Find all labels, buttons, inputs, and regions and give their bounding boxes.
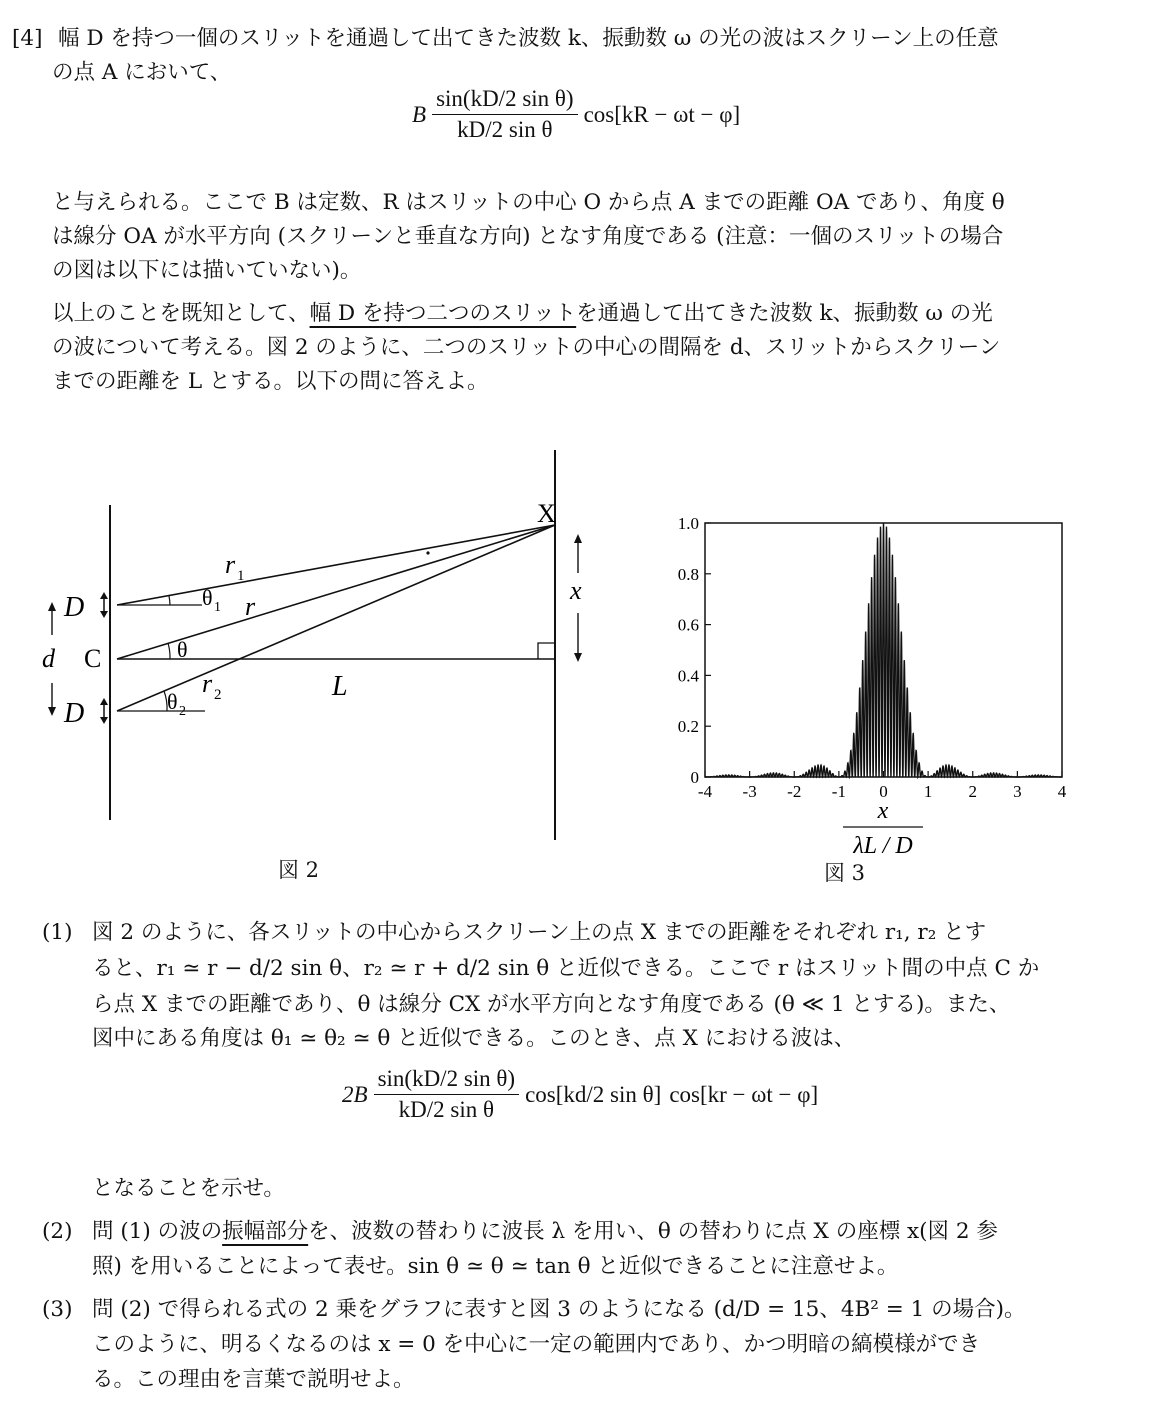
q2-line-2: 照) を用いることによって表せ。sin θ ≃ θ ≃ tan θ と近似できることに注意せよ。 <box>92 1254 899 1279</box>
label-r2: r <box>202 669 213 698</box>
y-tick-label: 1.0 <box>677 514 699 533</box>
eq2-fraction <box>374 1066 520 1123</box>
q3-line-2: このように、明るくなるのは x = 0 を中心に一定の範囲内であり、かつ明暗の縞模様ができ <box>92 1332 981 1357</box>
eq2-middle: cos[kd/2 sin θ] <box>525 1081 662 1107</box>
intro-line-2: の点 A において、 <box>52 60 232 85</box>
eq2-denominator: kD/2 sin θ <box>398 1097 494 1122</box>
label-x: x <box>570 576 582 605</box>
label-C: C <box>84 644 102 673</box>
x-tick-label: 0 <box>879 782 888 801</box>
label-theta2: θ <box>167 689 178 714</box>
eq2-suffix: cos[kr − ωt − φ] <box>669 1081 819 1107</box>
q3-number: (3) <box>42 1297 73 1322</box>
eq2-prefix: 2B <box>342 1081 368 1107</box>
label-r1-sub: 1 <box>237 568 245 584</box>
figure-2-caption: 図 2 <box>278 858 320 882</box>
label-r: r <box>245 592 256 621</box>
equation-1 <box>412 86 740 143</box>
label-theta1: θ <box>202 585 213 610</box>
figure-3-chart <box>660 505 1090 865</box>
y-tick-label: 0.4 <box>677 666 699 686</box>
para2-text-b: を通過して出てきた波数 k、振動数 ω の光 <box>576 301 993 326</box>
figure-3-caption: 図 3 <box>824 861 866 885</box>
eq1-fraction <box>432 86 578 143</box>
eq2-numerator: sin(kD/2 sin θ) <box>374 1066 520 1095</box>
para2-text-a: 以上のことを既知として、 <box>52 301 310 326</box>
y-axis-ticks <box>678 514 711 787</box>
para1-line-1: と与えられる。ここで B は定数、R はスリットの中心 O から点 A までの距離 OA であり、角度 θ <box>52 190 1005 215</box>
q3-line-3: る。この理由を言葉で説明せよ。 <box>92 1367 415 1392</box>
y-tick-label: 0.2 <box>677 717 699 737</box>
y-tick-label: 0.6 <box>677 615 699 635</box>
para2-underlined: 幅 D を持つ二つのスリット <box>309 301 577 326</box>
problem-number: [4] <box>12 26 43 51</box>
x-tick-label: 1 <box>923 782 933 801</box>
eq1-prefix: B <box>412 101 427 127</box>
label-d: d <box>42 644 55 673</box>
intro-line-1: 幅 D を持つ一個のスリットを通過して出てきた波数 k、振動数 ω の光の波はスクリーン上の任意 <box>58 26 999 51</box>
q2-line-1 <box>92 1215 998 1248</box>
q2-text-a: 問 (1) の波の <box>92 1219 223 1244</box>
label-r1: r <box>225 550 236 579</box>
d-bottom-arrow <box>100 698 108 724</box>
x-tick-label: -4 <box>697 782 713 801</box>
x-tick-label: 4 <box>1057 782 1067 801</box>
x-tick-label: -1 <box>831 782 846 801</box>
figure-2-diagram <box>30 445 590 845</box>
para1-line-3: の図は以下には描いていない)。 <box>52 258 362 283</box>
q1-line-3: ら点 X までの距離であり、θ は線分 CX が水平方向となす角度である (θ ≪ 1 とする)。また、 <box>92 992 1011 1017</box>
d-top-arrow <box>100 592 108 618</box>
q1-line-1: 図 2 のように、各スリットの中心からスクリーン上の点 X までの距離をそれぞれ r₁, r₂ とす <box>92 920 987 945</box>
q1-end: となることを示せ。 <box>92 1176 285 1201</box>
label-X: X <box>537 499 556 528</box>
label-theta: θ <box>177 637 188 662</box>
q2-number: (2) <box>42 1219 73 1244</box>
q2-text-b: を、波数の替わりに波長 λ を用い、θ の替わりに点 X の座標 x(図 2 参 <box>308 1219 998 1244</box>
theta-arc <box>168 643 170 659</box>
right-angle-mark <box>538 643 555 659</box>
label-theta1-sub: 1 <box>214 600 221 615</box>
eq1-suffix: cos[kR − ωt − φ] <box>583 101 741 127</box>
y-tick-label: 0 <box>690 768 699 787</box>
para2-line-1 <box>52 297 993 330</box>
para1-line-2: は線分 OA が水平方向 (スクリーンと垂直な方向) となす角度である (注意：一個のスリットの場合 <box>52 224 1004 249</box>
q1-line-4: 図中にある角度は θ₁ ≃ θ₂ ≃ θ と近似できる。このとき、点 X における波は、 <box>92 1026 856 1051</box>
q2-underlined: 振幅部分 <box>222 1219 309 1244</box>
y-tick-label: 0.8 <box>677 564 699 584</box>
x-tick-label: -2 <box>787 782 802 801</box>
q3-line-1: 問 (2) で得られる式の 2 乗をグラフに表すと図 3 のようになる (d/D = 15、4B² = 1 の場合)。 <box>92 1297 1026 1322</box>
label-r2-sub: 2 <box>214 687 222 703</box>
x-tick-label: 3 <box>1013 782 1022 801</box>
eq1-denominator: kD/2 sin θ <box>457 117 553 142</box>
para2-line-3: までの距離を L とする。以下の問に答えよ。 <box>52 369 489 394</box>
q1-number: (1) <box>42 920 73 945</box>
ray-r1 <box>117 525 555 605</box>
x-tick-label: 2 <box>968 782 977 801</box>
theta1-arc <box>169 596 170 605</box>
diagram-dot <box>426 551 429 554</box>
q1-line-2: ると、r₁ ≃ r − d/2 sin θ、r₂ ≃ r + d/2 sin θ と近似できる。ここで r はスリット間の中点 C か <box>92 956 1040 981</box>
x-label-denominator: λL / D <box>853 833 913 859</box>
intensity-curve <box>705 523 1062 777</box>
equation-2 <box>342 1066 818 1123</box>
label-D-top: D <box>64 592 85 623</box>
eq1-numerator: sin(kD/2 sin θ) <box>432 86 578 115</box>
label-theta2-sub: 2 <box>179 704 186 719</box>
x-tick-label: -3 <box>742 782 757 801</box>
para2-line-2: の波について考える。図 2 のように、二つのスリットの中心の間隔を d、スリットからスクリーン <box>52 335 1001 360</box>
label-L: L <box>332 671 348 702</box>
x-label-numerator: x <box>877 798 889 824</box>
label-D-bottom: D <box>64 698 85 729</box>
